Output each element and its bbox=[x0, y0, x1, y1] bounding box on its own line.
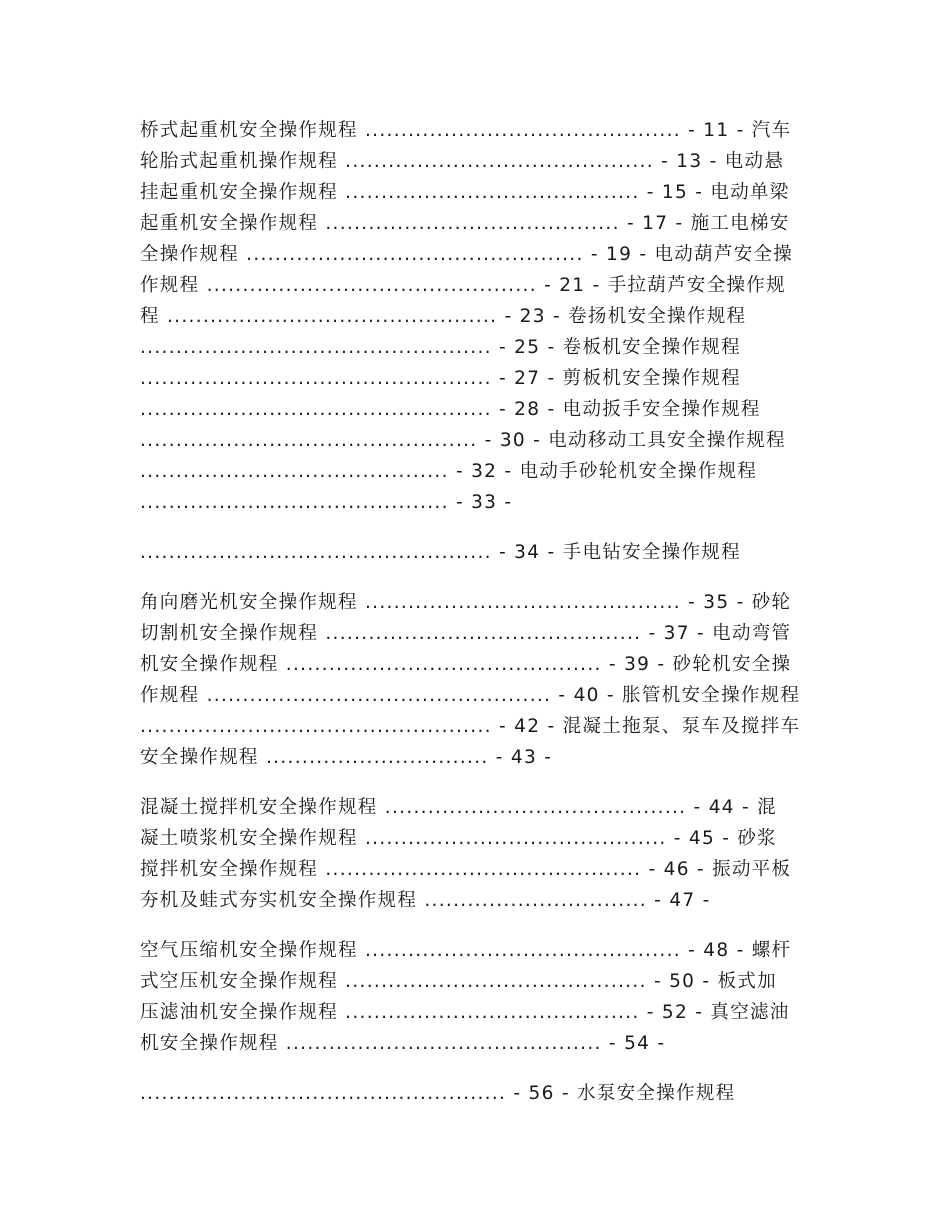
toc-line: ................................................. - 28 - 电动扳手安全操作规程 bbox=[140, 399, 761, 420]
toc-line: 作规程 ................................................ - 40 - 胀管机安全操作规程 bbox=[140, 685, 801, 706]
toc-line: 全操作规程 ............................................... - 19 - 电动葫芦安全操 bbox=[140, 244, 794, 265]
toc-line: 压滤油机安全操作规程 ......................................... - 52 - 真空滤油 bbox=[140, 1002, 790, 1023]
toc-line: 作规程 .............................................. - 21 - 手拉葫芦安全操作规 bbox=[140, 275, 786, 296]
toc-line: ................................................. - 42 - 混凝土拖泵、泵车及搅拌车 bbox=[140, 716, 801, 737]
toc-line: 程 .............................................. - 23 - 卷扬机安全操作规程 bbox=[140, 306, 747, 327]
toc-block-2 bbox=[140, 537, 820, 568]
toc-line: ........................................... - 32 - 电动手砂轮机安全操作规程 bbox=[140, 461, 758, 482]
toc-line: ................................................. - 25 - 卷板机安全操作规程 bbox=[140, 337, 741, 358]
toc-line: 角向磨光机安全操作规程 ............................................ - 35 - 砂轮 bbox=[140, 592, 792, 613]
toc-line: ........................................... - 33 - bbox=[140, 492, 513, 513]
toc-line: 混凝土搅拌机安全操作规程 .......................................... - 44 - 混 bbox=[140, 797, 777, 818]
toc-line: 空气压缩机安全操作规程 ............................................ - 48 - 螺杆 bbox=[140, 940, 792, 961]
toc-line: ................................................. - 34 - 手电钻安全操作规程 bbox=[140, 542, 741, 563]
toc-block-1 bbox=[140, 115, 820, 518]
toc-block-3 bbox=[140, 587, 820, 773]
toc-line: ................................................. - 27 - 剪板机安全操作规程 bbox=[140, 368, 741, 389]
toc-line: 安全操作规程 ............................... - 43 - bbox=[140, 747, 553, 768]
toc-line: 式空压机安全操作规程 .......................................... - 50 - 板式加 bbox=[140, 971, 777, 992]
toc-line: 机安全操作规程 ............................................ - 39 - 砂轮机安全操 bbox=[140, 654, 792, 675]
toc-line: ............................................... - 30 - 电动移动工具安全操作规程 bbox=[140, 430, 786, 451]
toc-block-4 bbox=[140, 792, 820, 916]
toc-line: 挂起重机安全操作规程 ......................................... - 15 - 电动单梁 bbox=[140, 182, 790, 203]
table-of-contents bbox=[140, 115, 820, 1128]
toc-line: 夯机及蛙式夯实机安全操作规程 ............................... - 47 - bbox=[140, 890, 711, 911]
toc-line: 起重机安全操作规程 ......................................... - 17 - 施工电梯安 bbox=[140, 213, 790, 234]
toc-block-6 bbox=[140, 1078, 820, 1109]
toc-block-5 bbox=[140, 935, 820, 1059]
toc-line: 桥式起重机安全操作规程 ............................................ - 11 - 汽车 bbox=[140, 120, 792, 141]
toc-line: 凝土喷浆机安全操作规程 .......................................... - 45 - 砂浆 bbox=[140, 828, 777, 849]
toc-line: ................................................... - 56 - 水泵安全操作规程 bbox=[140, 1083, 736, 1104]
toc-line: 搅拌机安全操作规程 ............................................ - 46 - 振动平板 bbox=[140, 859, 792, 880]
toc-line: 切割机安全操作规程 ............................................ - 37 - 电动弯管 bbox=[140, 623, 792, 644]
toc-line: 机安全操作规程 ............................................ - 54 - bbox=[140, 1033, 666, 1054]
toc-line: 轮胎式起重机操作规程 ........................................... - 13 - 电动悬 bbox=[140, 151, 785, 172]
